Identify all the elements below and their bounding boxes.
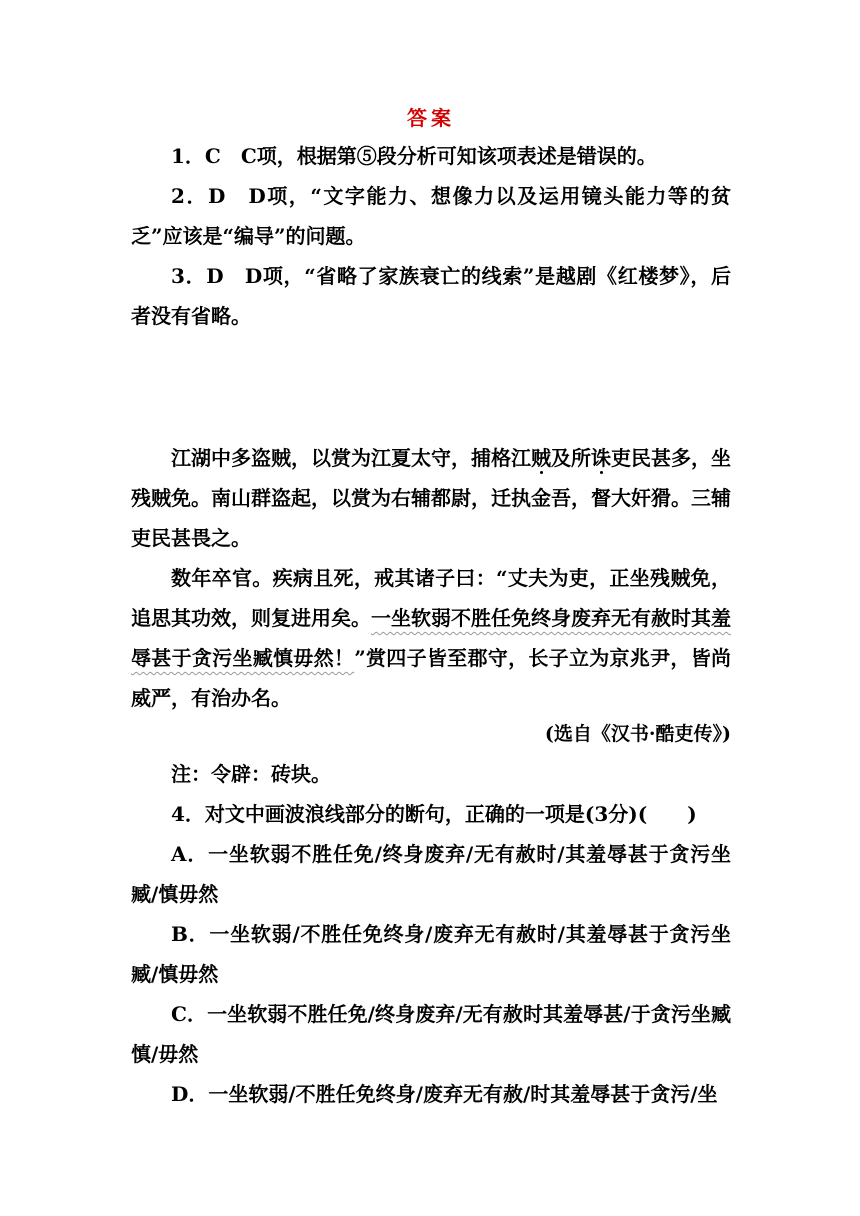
answer-3: 3．D D项，“省略了家族衰亡的线索”是越剧《红楼梦》，后者没有省略。 xyxy=(131,264,731,328)
option-d: D．一坐软弱/不胜任免终身/废弃无有赦/时其羞辱甚于贪污/坐 xyxy=(171,1082,718,1106)
passage-text: 数年卒官。疾病且死，戒其诸子曰：“丈夫为吏，正坐残贼免，追思其功效，则复进用矣。 xyxy=(131,566,731,630)
source-citation: (选自《汉书·酷吏传》) xyxy=(544,723,731,745)
passage-text: ”赏四子皆至郡守，长子立为京兆尹，皆尚威严，有治办名。 xyxy=(131,646,731,710)
answer-title: 答案 xyxy=(407,106,455,130)
option-a: A．一坐软弱不胜任免/终身废弃/无有赦时/其羞辱甚于贪污坐臧/慎毋然 xyxy=(131,842,731,906)
passage-text: 及所 xyxy=(551,446,591,470)
passage-text: 吏民甚多，坐残贼免。南山群盗起，以赏为右辅都尉，迁执金吾，督大奸猾。三辅吏民甚畏之。 xyxy=(131,446,731,550)
passage-text: 江湖中多盗贼，以赏为江夏太守，捕格江 xyxy=(171,446,531,470)
answer-1: 1．C C项，根据第⑤段分析可知该项表述是错误的。 xyxy=(171,144,657,168)
wavy-underlined-text: 一坐软弱不胜任免终身废弃无有赦时其羞辱甚于贪污坐臧慎毋然！ xyxy=(131,606,731,670)
question-stem: 4．对文中画波浪线部分的断句，正确的一项是(3分)( ) xyxy=(171,802,697,826)
passage-paragraph-1 xyxy=(131,438,731,558)
dotted-char: 贼 xyxy=(531,446,551,470)
passage-paragraph-2 xyxy=(131,558,731,718)
option-b: B．一坐软弱/不胜任免终身/废弃无有赦时/其羞辱甚于贪污坐臧/慎毋然 xyxy=(131,922,731,986)
option-c: C．一坐软弱不胜任免/终身废弃/无有赦时其羞辱甚/于贪污坐臧慎/毋然 xyxy=(131,1002,731,1066)
note: 注：令辟：砖块。 xyxy=(171,762,331,786)
answer-2: 2．D D项，“文字能力、想像力以及运用镜头能力等的贫乏”应该是“编导”的问题。 xyxy=(131,184,731,248)
dotted-char: 诛 xyxy=(591,446,611,470)
